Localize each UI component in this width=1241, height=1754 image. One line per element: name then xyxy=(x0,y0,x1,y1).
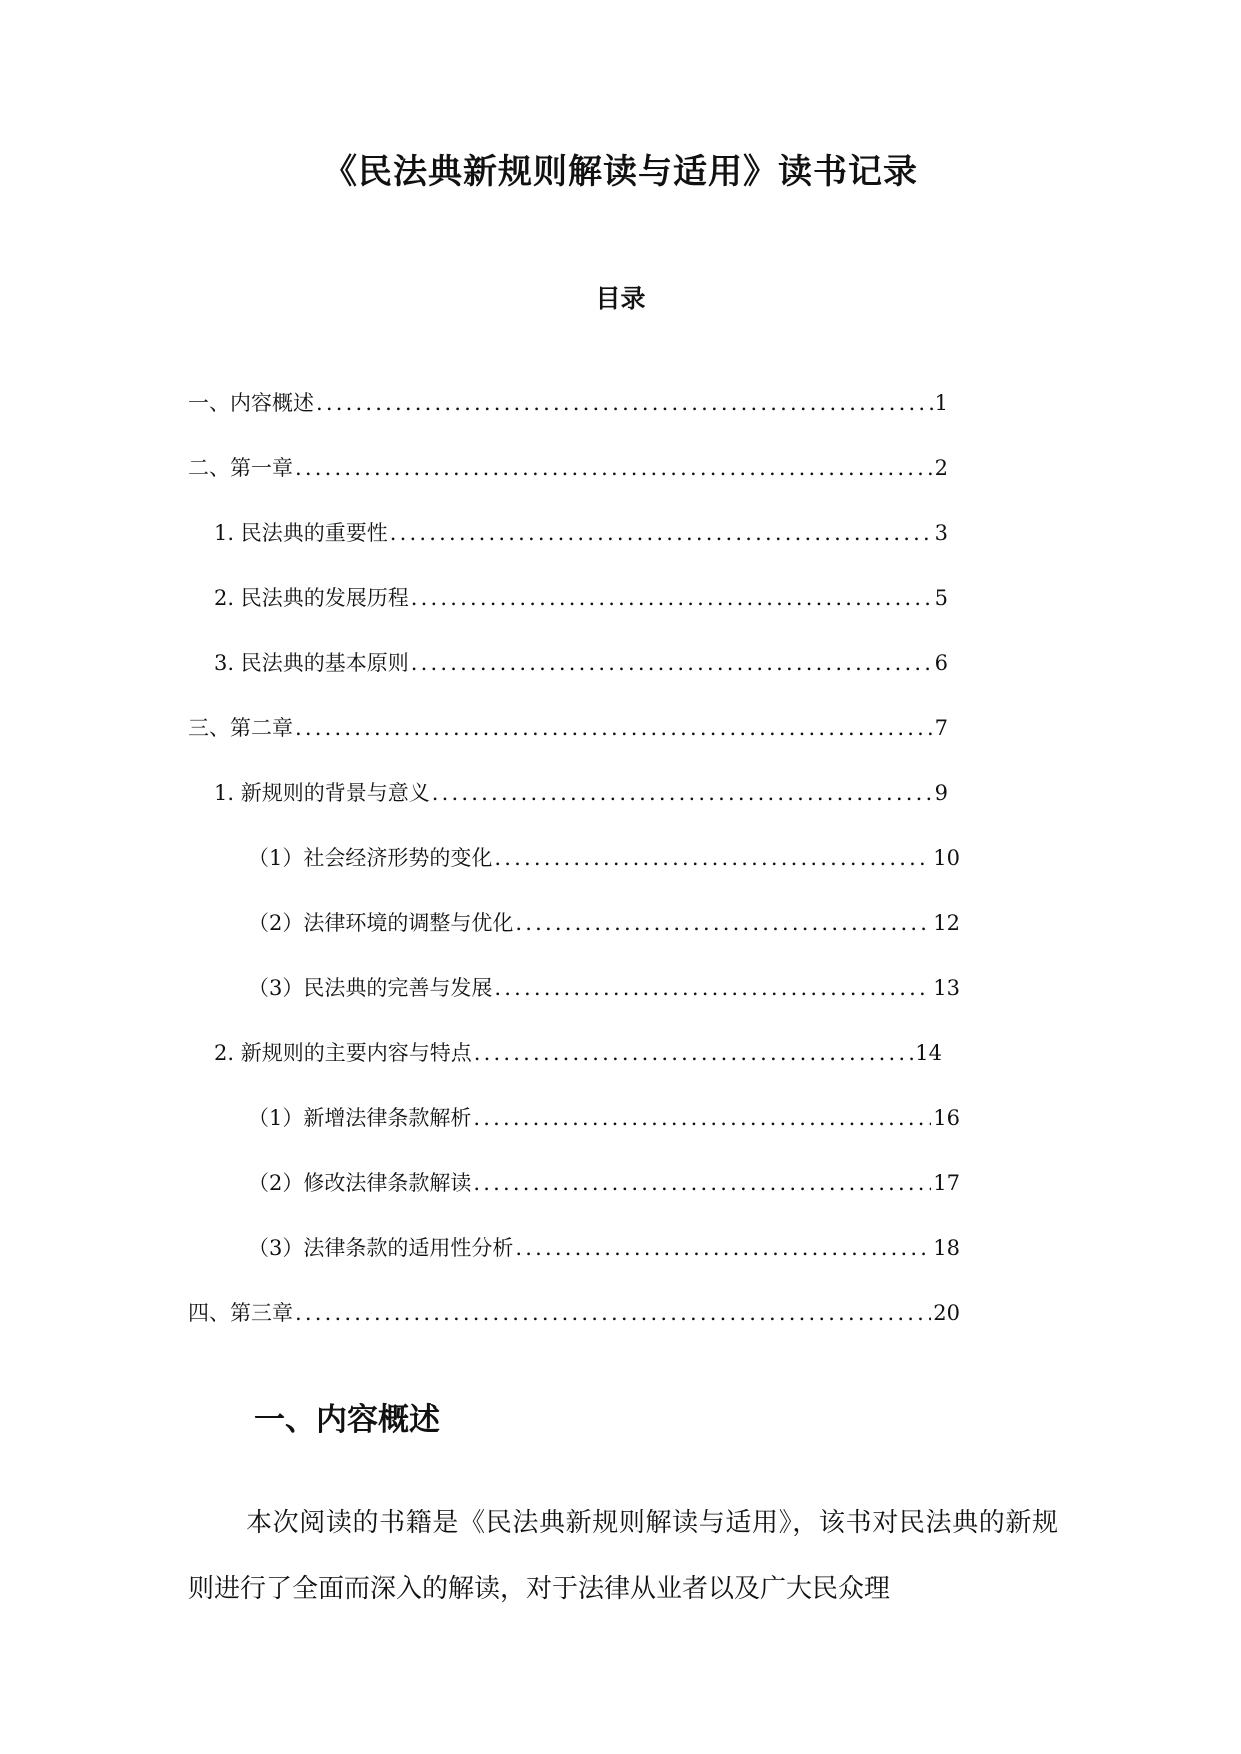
toc-entry-page: 17 xyxy=(933,1171,960,1195)
toc-entry-page: 20 xyxy=(933,1301,960,1325)
toc-entry[interactable] xyxy=(248,1168,960,1198)
toc-heading: 目录 xyxy=(595,284,646,313)
toc-leader-dots xyxy=(515,1233,931,1263)
toc-entry-page: 7 xyxy=(934,716,948,740)
toc-leader-dots xyxy=(494,973,931,1003)
toc-entry[interactable] xyxy=(214,648,948,678)
toc-leader-dots xyxy=(390,518,933,548)
toc-leader-dots xyxy=(494,843,931,873)
toc-entry-label: 一、内容概述 xyxy=(188,391,314,415)
toc-entry[interactable] xyxy=(214,778,948,808)
document-title: 《民法典新规则解读与适用》读书记录 xyxy=(323,152,918,192)
toc-entry[interactable] xyxy=(188,1298,960,1328)
toc-leader-dots xyxy=(316,388,933,418)
toc-entry[interactable] xyxy=(248,1103,960,1133)
toc-entry-page: 6 xyxy=(934,651,948,675)
toc-leader-dots xyxy=(473,1103,931,1133)
toc-entry-page: 14 xyxy=(915,1041,942,1065)
toc-entry[interactable] xyxy=(188,713,948,743)
toc-entry-label: （3）民法典的完善与发展 xyxy=(248,976,493,1000)
toc-entry-label: 2. 民法典的发展历程 xyxy=(214,586,409,610)
toc-entry[interactable] xyxy=(248,908,960,938)
toc-entry-page: 12 xyxy=(933,911,960,935)
toc-leader-dots xyxy=(474,1038,914,1068)
toc-entry[interactable] xyxy=(248,973,960,1003)
toc-entry-label: 四、第三章 xyxy=(188,1301,293,1325)
toc-entry[interactable] xyxy=(248,1233,960,1263)
section-heading: 一、内容概述 xyxy=(254,1402,440,1438)
toc-entry-label: 2. 新规则的主要内容与特点 xyxy=(214,1041,472,1065)
toc-leader-dots xyxy=(411,583,933,613)
toc-entry-label: 1. 新规则的背景与意义 xyxy=(214,781,430,805)
toc-entry-label: 1. 民法典的重要性 xyxy=(214,521,388,545)
toc-entry-label: （2）法律环境的调整与优化 xyxy=(248,911,514,935)
toc-entry[interactable] xyxy=(248,843,960,873)
toc-leader-dots xyxy=(515,908,931,938)
toc-entry-page: 3 xyxy=(934,521,948,545)
toc-entry-page: 1 xyxy=(934,391,948,415)
toc-entry-label: 3. 民法典的基本原则 xyxy=(214,651,409,675)
toc-entry[interactable] xyxy=(214,1038,942,1068)
toc-entry-label: （3）法律条款的适用性分析 xyxy=(248,1236,514,1260)
table-of-contents xyxy=(0,388,1241,1338)
toc-entry[interactable] xyxy=(214,518,948,548)
toc-leader-dots xyxy=(295,453,933,483)
toc-entry-label: （1）社会经济形势的变化 xyxy=(248,846,493,870)
toc-entry-label: （1）新增法律条款解析 xyxy=(248,1106,472,1130)
toc-entry-page: 5 xyxy=(934,586,948,610)
toc-entry-page: 18 xyxy=(933,1236,960,1260)
toc-leader-dots xyxy=(432,778,933,808)
toc-entry[interactable] xyxy=(214,583,948,613)
toc-entry-page: 2 xyxy=(934,456,948,480)
toc-entry-page: 16 xyxy=(933,1106,960,1130)
toc-entry-label: 三、第二章 xyxy=(188,716,293,740)
body-paragraph: 本次阅读的书籍是《民法典新规则解读与适用》，该书对民法典的新规则进行了全面而深入的解读，对于法律从业者以及广大民众理 xyxy=(188,1508,1058,1604)
toc-entry-page: 9 xyxy=(934,781,948,805)
toc-entry[interactable] xyxy=(188,453,948,483)
toc-leader-dots xyxy=(411,648,933,678)
toc-entry-label: 二、第一章 xyxy=(188,456,293,480)
toc-entry-label: （2）修改法律条款解读 xyxy=(248,1171,472,1195)
toc-leader-dots xyxy=(473,1168,931,1198)
toc-entry[interactable] xyxy=(188,388,948,418)
toc-entry-page: 10 xyxy=(933,846,960,870)
toc-leader-dots xyxy=(295,1298,931,1328)
toc-entry-page: 13 xyxy=(933,976,960,1000)
toc-leader-dots xyxy=(295,713,933,743)
